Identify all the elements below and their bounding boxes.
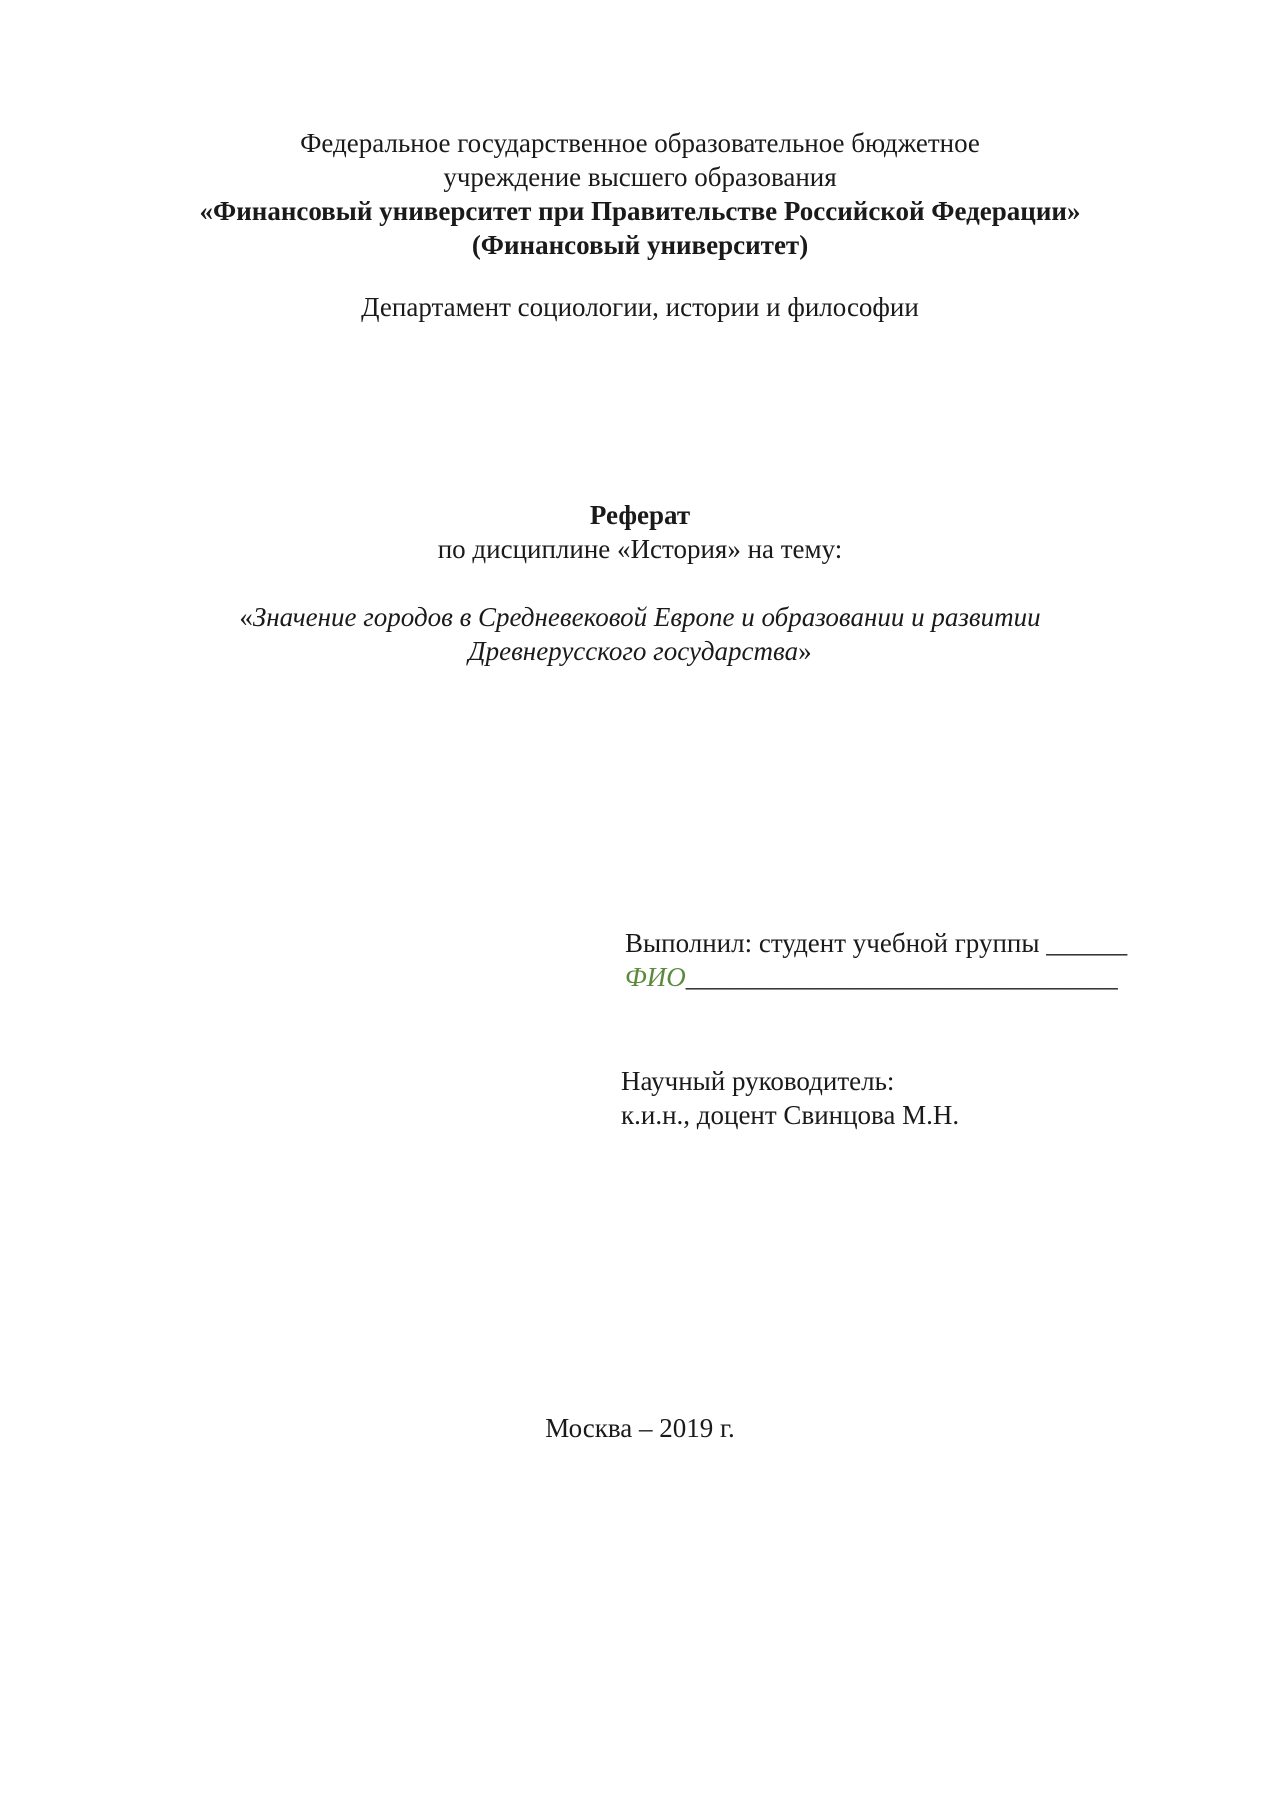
topic-text-2: Древнерусского государства (468, 636, 799, 666)
city-year: Москва – 2019 г. (545, 1413, 735, 1443)
topic-line-2 (0, 635, 1280, 667)
document-heading: Реферат (589, 500, 691, 530)
supervisor-name: к.и.н., доцент Свинцова М.Н. (621, 1100, 960, 1130)
fio-blank: ________________________________ (685, 962, 1118, 992)
institution-line-1: Федеральное государственное образовательное бюджетное (300, 128, 980, 158)
institution-line-2: учреждение высшего образования (443, 162, 837, 192)
discipline-line: по дисциплине «История» на тему: (437, 534, 843, 564)
topic-text-1: Значение городов в Средневековой Европе и образовании и развитии (252, 602, 1041, 632)
author-fio-line (625, 961, 1118, 993)
topic-close-quote: » (798, 636, 812, 666)
topic-line-1 (0, 601, 1280, 633)
supervisor-label: Научный руководитель: (621, 1066, 895, 1096)
department-name: Департамент социологии, истории и философии (361, 292, 919, 322)
university-name: «Финансовый университет при Правительстве Российской Федерации» (199, 196, 1081, 226)
university-short-name: (Финансовый университет) (471, 230, 809, 260)
fio-label: ФИО (625, 962, 686, 992)
topic-open-quote: « (239, 602, 253, 632)
author-label: Выполнил: студент учебной группы ______ (625, 928, 1128, 958)
